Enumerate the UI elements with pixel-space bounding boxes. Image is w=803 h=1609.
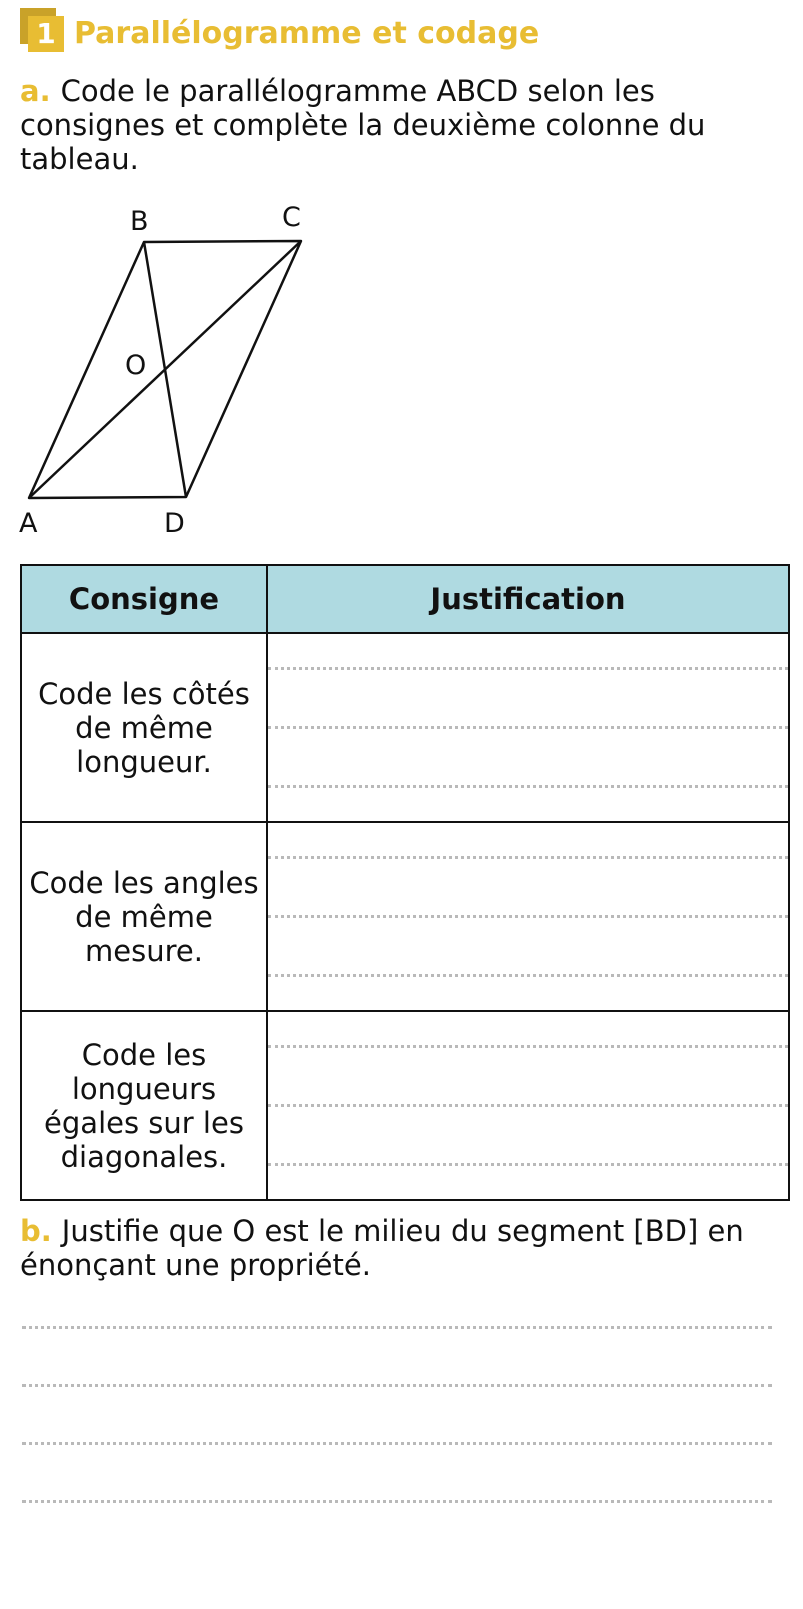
table-row bbox=[21, 633, 789, 822]
exercise-number-badge bbox=[20, 8, 64, 52]
table-header-row bbox=[21, 565, 789, 633]
answer-line[interactable] bbox=[268, 785, 788, 788]
vertex-label-a: A bbox=[19, 508, 38, 539]
answer-line[interactable] bbox=[22, 1500, 772, 1503]
question-b-letter: b. bbox=[20, 1214, 52, 1248]
question-a bbox=[20, 74, 780, 176]
vertex-label-c: C bbox=[282, 202, 301, 233]
column-header-justification: Justification bbox=[267, 565, 789, 633]
center-label-o: O bbox=[125, 350, 147, 381]
coding-table bbox=[20, 564, 790, 1201]
answer-line[interactable] bbox=[268, 915, 788, 918]
answer-line[interactable] bbox=[268, 1045, 788, 1048]
answer-line[interactable] bbox=[22, 1442, 772, 1445]
question-b-text: Justifie que O est le milieu du segment [BD] en énonçant une propriété. bbox=[20, 1214, 744, 1282]
consigne-cell: Code les longueurs égales sur les diagonales. bbox=[21, 1011, 267, 1200]
question-a-text: Code le parallélogramme ABCD selon les consignes et complète la deuxième colonne du tableau. bbox=[20, 74, 706, 176]
parallelogram-figure bbox=[0, 190, 360, 550]
answer-line[interactable] bbox=[22, 1384, 772, 1387]
question-a-letter: a. bbox=[20, 74, 51, 108]
answer-line[interactable] bbox=[22, 1326, 772, 1329]
answer-line[interactable] bbox=[268, 856, 788, 859]
consigne-cell: Code les angles de même mesure. bbox=[21, 822, 267, 1011]
question-b bbox=[20, 1214, 780, 1282]
answer-line[interactable] bbox=[268, 974, 788, 977]
column-header-consigne: Consigne bbox=[21, 565, 267, 633]
vertex-label-b: B bbox=[130, 206, 149, 237]
justification-cell[interactable] bbox=[267, 822, 789, 1011]
answer-line[interactable] bbox=[268, 1104, 788, 1107]
table-row bbox=[21, 1011, 789, 1200]
answer-line[interactable] bbox=[268, 667, 788, 670]
exercise-title: Parallélogramme et codage bbox=[74, 16, 540, 51]
consigne-cell: Code les côtés de même longueur. bbox=[21, 633, 267, 822]
diagonal-bd bbox=[144, 242, 186, 497]
exercise-number: 1 bbox=[28, 16, 64, 52]
table-row bbox=[21, 822, 789, 1011]
justification-cell[interactable] bbox=[267, 1011, 789, 1200]
question-b-answer-area[interactable] bbox=[22, 1326, 772, 1503]
vertex-label-d: D bbox=[164, 508, 185, 539]
answer-line[interactable] bbox=[268, 1163, 788, 1166]
justification-cell[interactable] bbox=[267, 633, 789, 822]
answer-line[interactable] bbox=[268, 726, 788, 729]
